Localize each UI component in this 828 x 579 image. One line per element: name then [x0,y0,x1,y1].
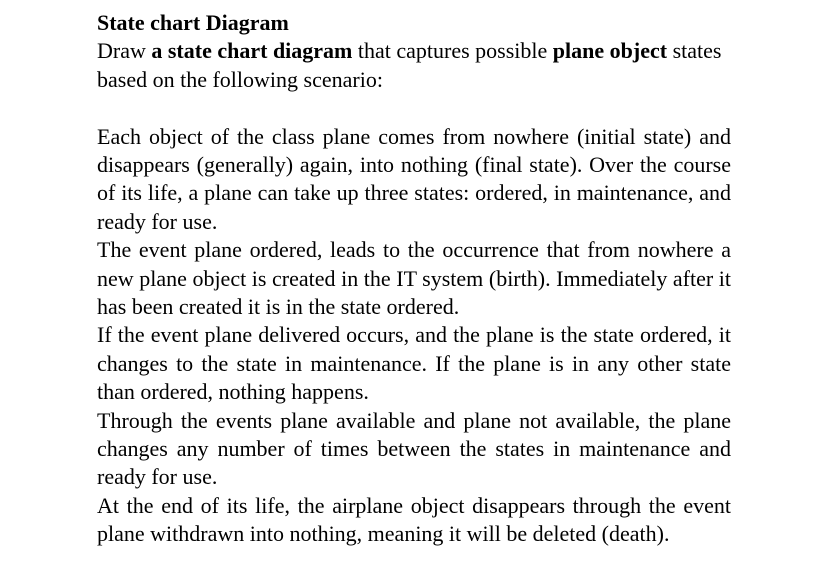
scenario-paragraph-lifecycle: Each object of the class plane comes from nowhere (initial state) and disappears (generally) again, into nothing (final state). Over the course of its life, a plane can take up three states: ordered, in maintenance, and ready for use. [97,123,731,234]
instruction-bold-state-chart: a state chart diagram [151,38,353,64]
instruction-part-3: states based on the following scenario: [97,38,722,92]
instruction-text [97,37,731,94]
instruction-part-2: that captures possible [352,38,553,64]
scenario-paragraph-available: Through the events plane available and plane not available, the plane changes any number of times between the states in maintenance and ready for use. [97,407,731,490]
document-page [97,9,731,549]
instruction-bold-plane-object: plane object [552,38,668,64]
instruction-part-1: Draw [97,38,152,64]
scenario-paragraph-delivered: If the event plane delivered occurs, and the plane is the state ordered, it changes to the state in maintenance. If the plane is in any other state than ordered, nothing happens. [97,322,731,405]
blank-line [97,94,731,122]
document-title: State chart Diagram [97,10,289,35]
scenario-paragraph-withdrawn: At the end of its life, the airplane object disappears through the event plane withdrawn into nothing, meaning it will be deleted (death). [97,492,731,547]
scenario-paragraph-ordered: The event plane ordered, leads to the occurrence that from nowhere a new plane object is created in the IT system (birth). Immediately after it has been created it is in the state ordered. [97,237,731,320]
